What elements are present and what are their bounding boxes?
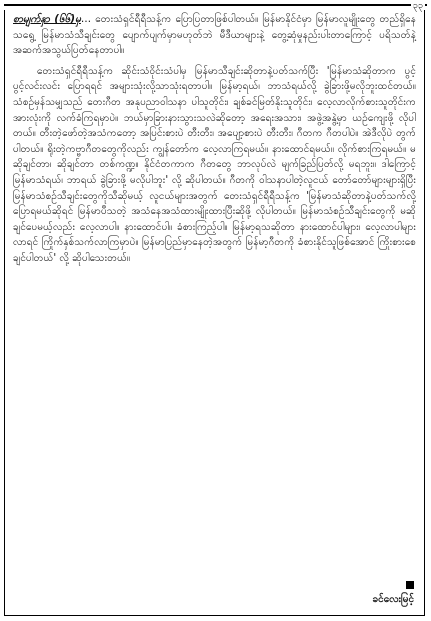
page-number: ၃၃ — [412, 1, 423, 11]
article-box — [4, 10, 425, 616]
lead-ellipsis: … — [80, 14, 92, 25]
article-paragraph-2 — [13, 64, 416, 267]
end-mark-icon — [406, 581, 414, 589]
author-name: ခင်လေးမြင့် — [372, 594, 414, 605]
paragraph-text-2: တေးသံရှင်ရီရီသန့်က ဆိုင်းသံဝိုင်းသံပါမှ မြန်မာသီချင်းဆိုတာနဲ့ပတ်သက်ပြီး 'မြန်မာသံဆိုတာက ပွင့်ပွင့်လင်းလင်း ပြောရရင် အများသုံးလို့သာသုံးရတာပါ။ မြန်မာ့ရယ်၊ ဘာသံရယ်လို့ ခွဲခြားဖို့မလိုဘူးထင်တယ်။ သံစဉ်မှန်သမျှသည် တေးဂီတ အနုပညာဝါသနာ ပါသူတိုင်း၊ ချစ်ခင်မြတ်နိုးသူတိုင်း၊ လေ့လာလိုက်စားသူတိုင်းက အားလုံးကို လက်ခံကြရမှာပဲ။ ဘယ်မှာခြားနားသွားသလဲဆိုတော့ အရေးအသား၊ အဖွဲ့အနွဲ့မှာ ယဉ်ကျေးဖို့ လိုပါတယ်။ တီးတဲ့ဖော်တဲ့အသံကတော့ အပြင်းစားပဲ တီးတီး၊ အပျော့စားပဲ တီးတီး၊ ဂီတက ဂီတပါပဲ။ အဲဒီလိုပဲ တွက်ပါတယ်။ ရိုးတဲ့ကဗ္ဗာဂီတတွေကိုလည်း ကျွန်တော်က လေ့လာကြရမယ်။ နားထောင်ရမယ်။ လိုက်စားကြရမယ်။ မဆိုချင်တာ၊ ဆိုချင်တာ တစ်ကဏ္ဍ။ နိုင်ငံတကာက ဂီတတွေ ဘာလုပ်လဲ မျက်ခြည်ပြတ်လို့ မရဘူး။ ဒါကြောင့် မြန်မာသံရယ်၊ ဘာရယ် ခွဲခြားဖို့ မလိုပါဘူး' လို့ ဆိုပါတယ်။ ဂီတကို ဝါသနာပါတဲ့လူငယ် တော်တော်များများရှိပြီး မြန်မာသံစဉ်သီချင်းတွေကိုသီဆိုမယ့် လူငယ်များအတွက် တေးသံရှင်ရီရီသန့်က 'မြန်မာသံဆိုတာနဲ့ပတ်သက်လို့ ပြောရမယ်ဆိုရင် မြန်မာပီသတဲ့ အသံနေအသံထားမျိုးထားပြီးဆိုဖို့ လိုပါတယ်။ မြန်မာသံစဉ်သီချင်းတွေကို မဆိုချင်ပေမယ့်လည်း လေ့လာပါ။ နားထောင်ပါ။ ခံစားကြည့်ပါ။ မြန်မာ့ရသဆိုတာ နားထောင်ပါများ၊ လေ့လာပါများလာရင် ကြိုက်နှစ်သက်လာကြမှာပဲ။ မြန်မာပြည်မှာနေတဲ့အတွက် မြန်မာ့ဂီတကို ခံစားနိုင်သူဖြစ်အောင် ကြိုးစားစေချင်ပါတယ်' လို့ ဆိုပါသေးတယ်။ — [13, 65, 416, 264]
paragraph-text-1: တေးသံရှင်ရီရီသန့်က ပြောပြတာဖြစ်ပါတယ်။ မြန်မာနိုင်ငံမှာ မြန်မာလူမျိုးတွေ တည်ရှိနေသရွေ့ မြန်မာသံသီချင်းတွေ ပျောက်ပျက်မှာမဟုတ်ဘဲ မီဒီယာများနဲ့ တွေ့ဆုံမှုနည်းပါးတာကြောင့် ပရိသတ်နဲ့ အဆက်အသွယ်ပြတ်နေတာပါ။ — [13, 14, 416, 57]
article-paragraph-1 — [13, 12, 416, 59]
top-rule — [4, 4, 427, 6]
continuation-lead: စာမျက်နှာ (၆၆)မှ — [13, 14, 81, 25]
